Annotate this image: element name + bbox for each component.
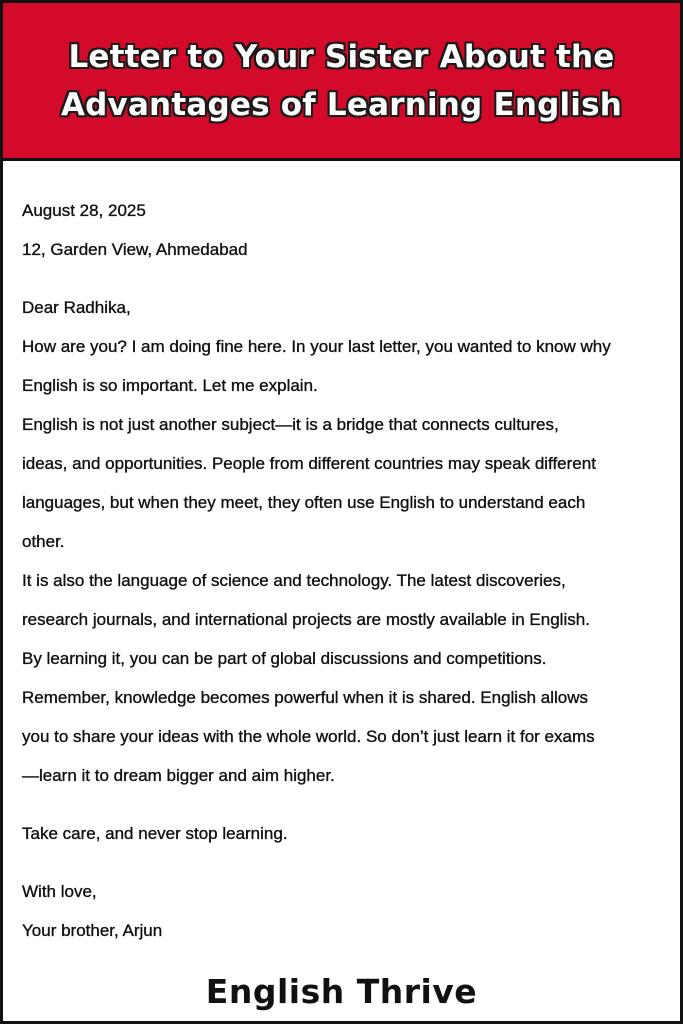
letter-date: August 28, 2025: [22, 201, 146, 220]
body-line: you to share your ideas with the whole world. So don’t just learn it for exams: [22, 727, 595, 746]
title-line-1: Letter to Your Sister About the: [68, 38, 615, 75]
body-line: Remember, knowledge becomes powerful when it is shared. English allows: [22, 688, 589, 707]
letter-greeting: Dear Radhika,: [22, 298, 131, 317]
letter-content: [22, 191, 672, 950]
letter-signature: Your brother, Arjun: [22, 921, 163, 940]
body-line: —learn it to dream bigger and aim higher.: [22, 766, 335, 785]
body-line: ideas, and opportunities. People from different countries may speak different: [22, 454, 596, 473]
body-line: It is also the language of science and technology. The latest discoveries,: [22, 571, 566, 590]
letter-signoff: With love,: [22, 882, 97, 901]
title-banner: [3, 3, 680, 161]
body-line: languages, but when they meet, they often use English to understand each: [22, 493, 586, 512]
closing-note: Take care, and never stop learning.: [22, 824, 288, 843]
body-line: By learning it, you can be part of global discussions and competitions.: [22, 649, 547, 668]
body-line: How are you? I am doing fine here. In your last letter, you wanted to know why: [22, 337, 611, 356]
body-line: research journals, and international projects are mostly available in English.: [22, 610, 590, 629]
spacer: [22, 795, 672, 814]
spacer: [22, 269, 672, 288]
spacer: [22, 853, 672, 872]
brand-footer: English Thrive: [205, 972, 478, 1011]
body-line: English is so important. Let me explain.: [22, 376, 318, 395]
title-line-2: Advantages of Learning English: [60, 86, 623, 123]
body-line: English is not just another subject—it is a bridge that connects cultures,: [22, 415, 559, 434]
body-line: other.: [22, 532, 65, 551]
letter-address: 12, Garden View, Ahmedabad: [22, 240, 248, 259]
